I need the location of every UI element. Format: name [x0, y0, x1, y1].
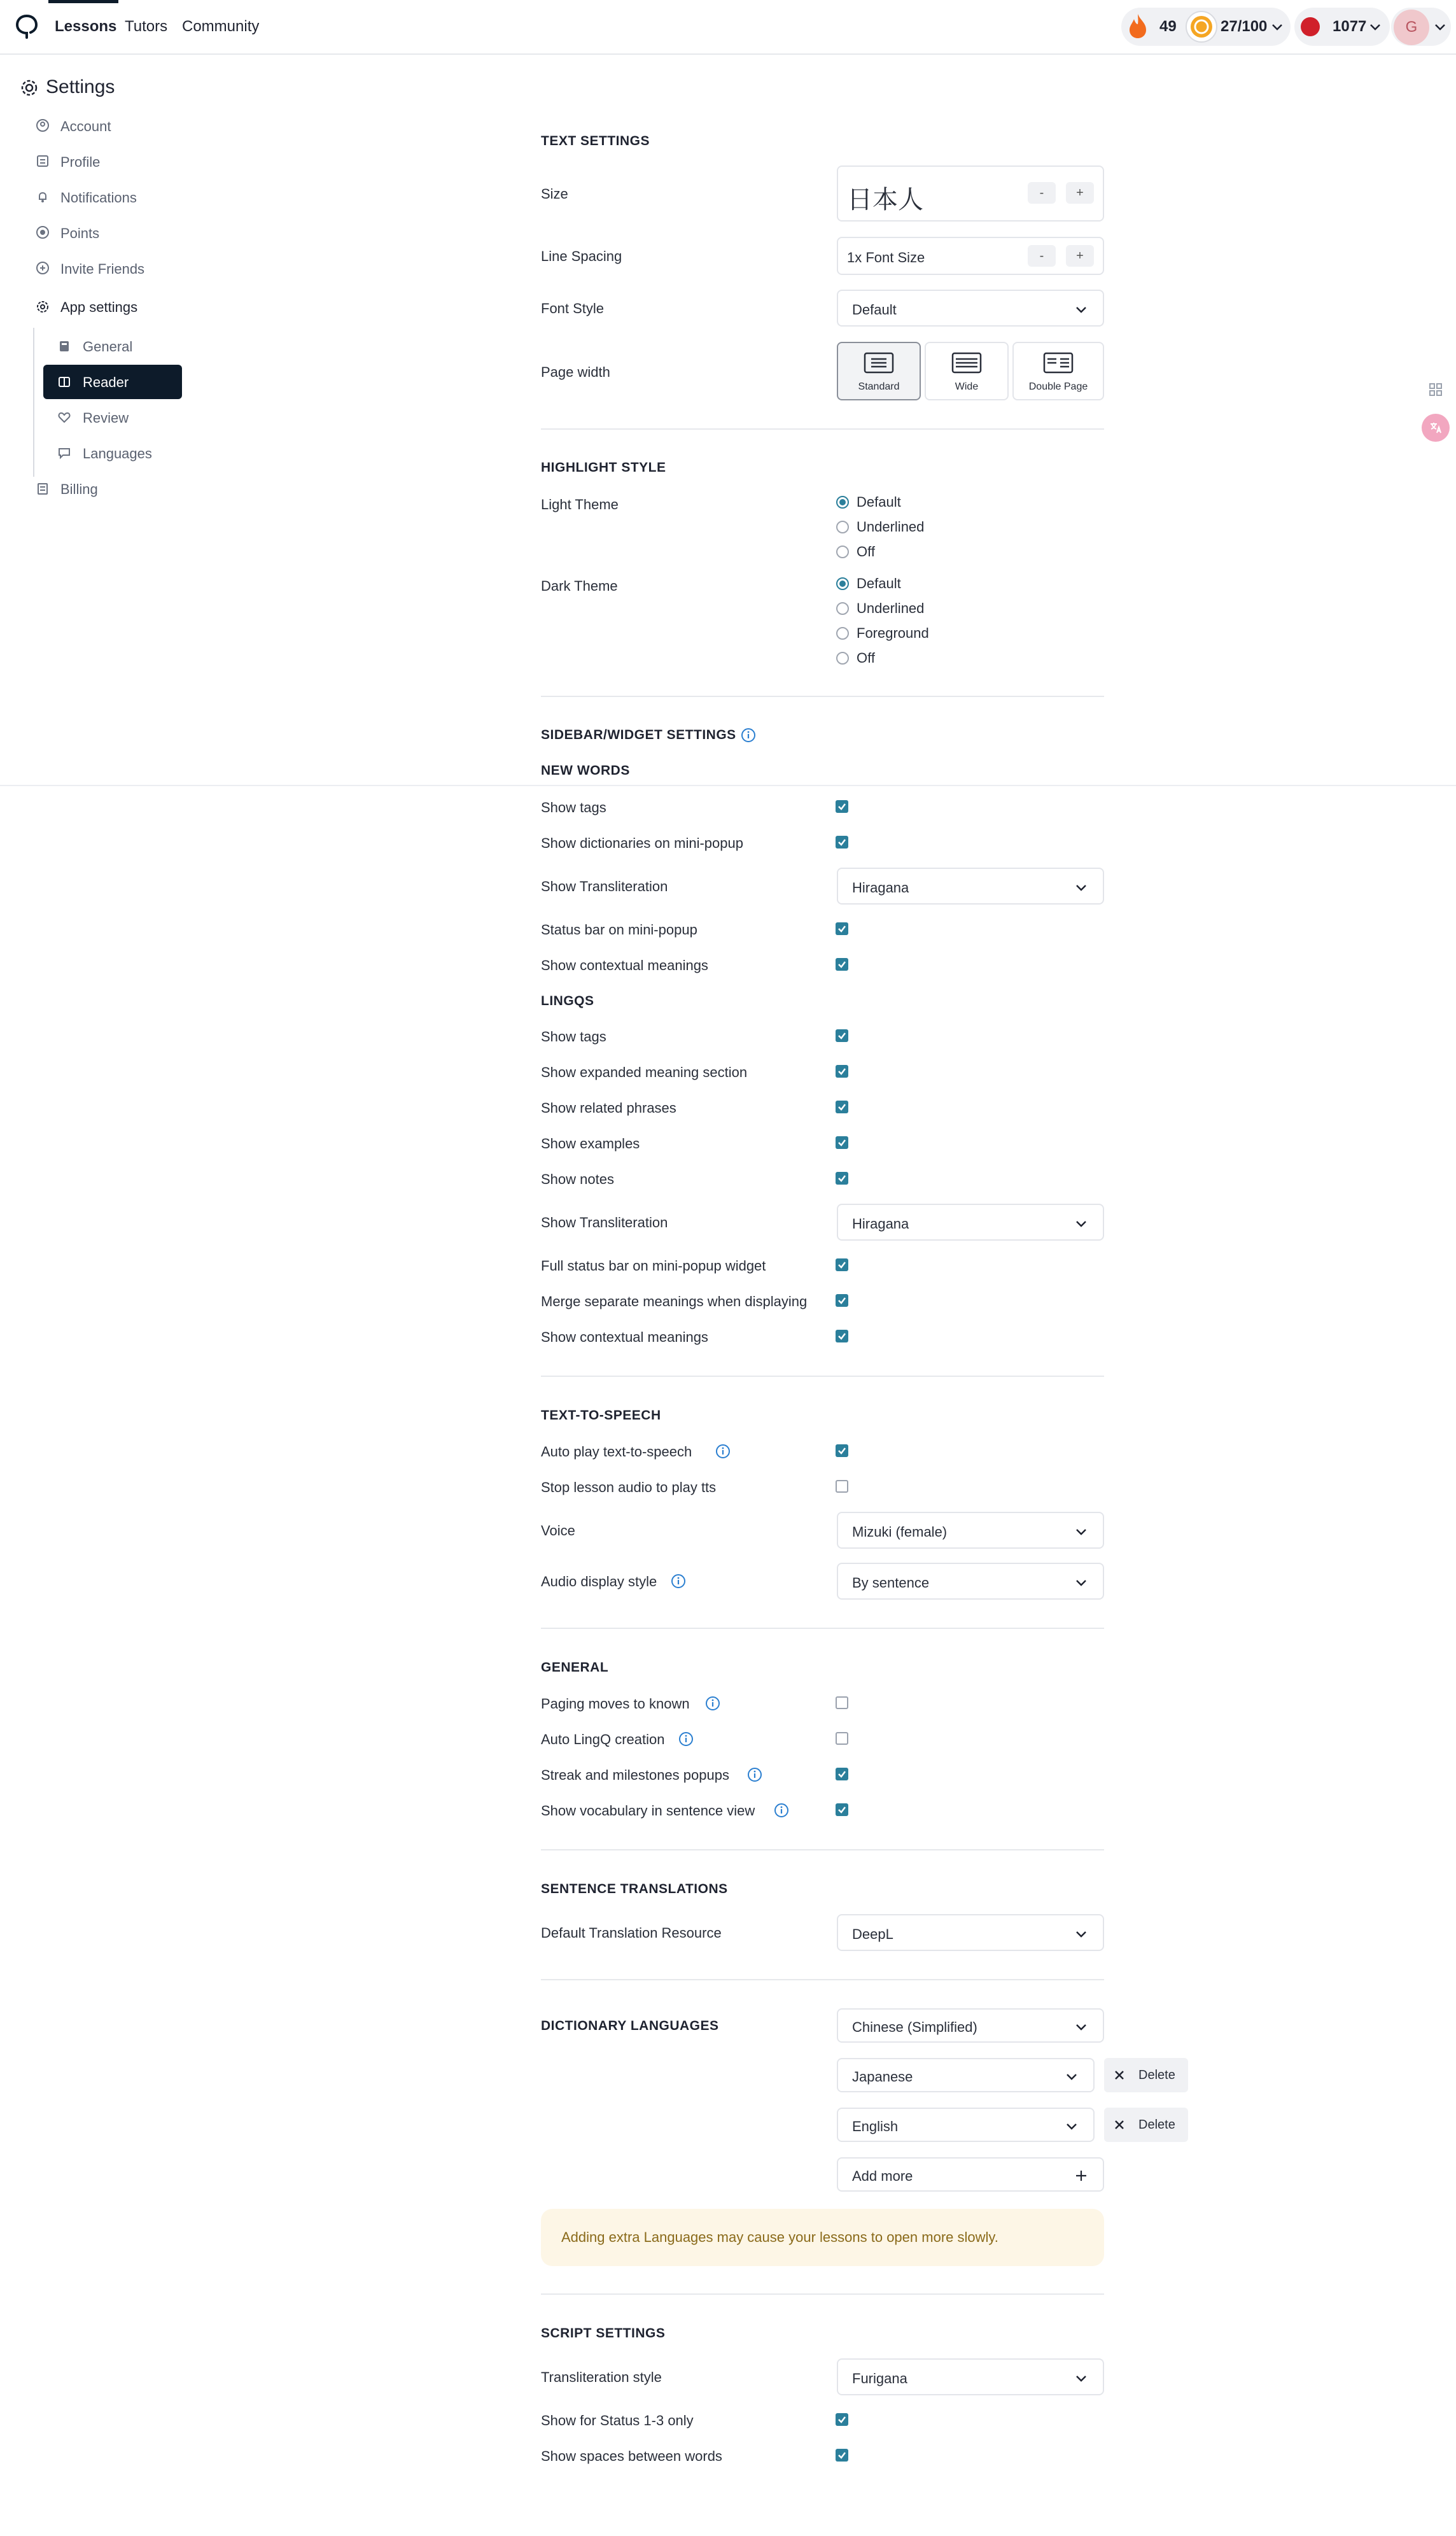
section-title-script-settings: SCRIPT SETTINGS — [541, 2326, 666, 2341]
dark-theme-foreground-radio[interactable] — [836, 627, 849, 640]
info-icon[interactable] — [705, 1696, 720, 1711]
tts-voice-value: Mizuki (female) — [852, 1524, 948, 1540]
sidebar-item-general[interactable]: General — [83, 339, 133, 355]
status-only-label: Show for Status 1-3 only — [541, 2413, 694, 2428]
font-style-select[interactable] — [837, 290, 1104, 327]
section-title-dictionary-languages: DICTIONARY LANGUAGES — [541, 2018, 719, 2033]
check-icon — [837, 959, 847, 969]
settings-gear-icon — [19, 78, 39, 98]
check-icon — [837, 1260, 847, 1270]
check-icon — [837, 837, 847, 847]
sidebar-item-languages[interactable]: Languages — [83, 446, 152, 461]
section-title-sentence-translations: SENTENCE TRANSLATIONS — [541, 1882, 728, 1896]
dictionary-language-3: English — [852, 2118, 899, 2134]
tts-voice-label: Voice — [541, 1523, 575, 1539]
page-width-wide-label: Wide — [955, 381, 979, 392]
dictionary-language-select-2[interactable] — [837, 2058, 1095, 2092]
info-icon[interactable] — [741, 728, 756, 743]
size-control — [837, 166, 1104, 222]
lq-examples-label: Show examples — [541, 1136, 640, 1152]
info-icon[interactable] — [747, 1767, 762, 1782]
nw-status-bar-label: Status bar on mini-popup — [541, 922, 697, 938]
light-theme-default-radio[interactable] — [836, 496, 849, 509]
check-icon — [837, 1331, 847, 1341]
chevron-down-icon[interactable] — [1270, 20, 1284, 34]
dark-theme-label: Dark Theme — [541, 578, 618, 594]
spaces-label: Show spaces between words — [541, 2448, 722, 2464]
subsection-title-new-words: NEW WORDS — [541, 763, 630, 778]
section-divider — [541, 428, 1104, 430]
font-style-value: Default — [852, 302, 897, 318]
sentence-vocab-label: Show vocabulary in sentence view — [541, 1803, 755, 1819]
info-icon[interactable] — [774, 1803, 789, 1818]
check-icon — [837, 1066, 847, 1076]
lq-full-status-label: Full status bar on mini-popup widget — [541, 1258, 766, 1274]
add-more-languages-button[interactable] — [837, 2157, 1104, 2192]
check-icon — [837, 1769, 847, 1779]
lq-expanded-label: Show expanded meaning section — [541, 1064, 748, 1080]
check-icon — [837, 1031, 847, 1041]
close-icon — [1113, 2118, 1126, 2131]
close-icon — [1113, 2069, 1126, 2082]
light-theme-label: Light Theme — [541, 497, 619, 512]
dark-theme-foreground-label: Foreground — [857, 625, 929, 641]
streak-popups-label: Streak and milestones popups — [541, 1767, 729, 1783]
sidebar-title: Settings — [46, 76, 115, 97]
info-icon[interactable] — [715, 1444, 731, 1459]
line-spacing-value: 1x Font Size — [847, 250, 925, 265]
dictionary-warning-banner — [541, 2209, 1104, 2266]
lq-full-status-checkbox[interactable] — [836, 1258, 848, 1271]
tts-display-style-label: Audio display style — [541, 1574, 657, 1589]
dictionary-language-1: Chinese (Simplified) — [852, 2019, 977, 2035]
chevron-down-icon — [1075, 1927, 1088, 1940]
tts-display-style-select[interactable] — [837, 1563, 1104, 1600]
bell-icon — [36, 190, 50, 204]
section-divider — [541, 1849, 1104, 1850]
size-sample-text: 日本人 — [847, 185, 923, 215]
paging-label: Paging moves to known — [541, 1696, 690, 1712]
lq-notes-checkbox[interactable] — [836, 1172, 848, 1185]
grid-icon — [1428, 382, 1443, 397]
dark-theme-off-label: Off — [857, 650, 875, 666]
tts-autoplay-label: Auto play text-to-speech — [541, 1444, 692, 1460]
tts-stop-audio-label: Stop lesson audio to play tts — [541, 1479, 717, 1495]
lq-contextual-label: Show contextual meanings — [541, 1329, 708, 1345]
book-icon — [57, 339, 71, 353]
info-icon[interactable] — [671, 1574, 686, 1589]
chevron-down-icon — [1075, 303, 1088, 316]
sidebar-item-profile[interactable]: Profile — [60, 154, 101, 170]
lq-show-tags-checkbox[interactable] — [836, 1029, 848, 1042]
lq-related-label: Show related phrases — [541, 1100, 676, 1116]
nw-contextual-checkbox[interactable] — [836, 958, 848, 971]
sidebar-item-notifications[interactable]: Notifications — [60, 190, 137, 206]
avatar[interactable]: G — [1394, 10, 1429, 45]
tab-tutors[interactable]: Tutors — [125, 18, 168, 35]
chevron-down-icon — [1065, 2120, 1078, 2132]
sidebar-item-review[interactable]: Review — [83, 410, 129, 426]
streak-count: 49 — [1159, 18, 1177, 35]
receipt-icon — [36, 482, 50, 496]
page-width-double-label: Double Page — [1028, 381, 1088, 392]
page-width-standard-label: Standard — [858, 381, 900, 392]
translation-resource-select[interactable] — [837, 1914, 1104, 1951]
profile-card-icon — [36, 154, 50, 168]
lq-transliteration-label: Show Transliteration — [541, 1215, 668, 1230]
size-increase-button[interactable]: + — [1066, 182, 1094, 204]
tts-autoplay-checkbox[interactable] — [836, 1444, 848, 1457]
subsection-title-lingqs: LINGQS — [541, 994, 594, 1008]
chevron-down-icon — [1075, 2372, 1088, 2385]
check-icon — [837, 2414, 847, 2425]
font-style-label: Font Style — [541, 300, 605, 316]
page-standard-icon — [864, 352, 894, 374]
points-icon — [36, 225, 50, 239]
sidebar-item-billing[interactable]: Billing — [60, 481, 98, 497]
lq-related-checkbox[interactable] — [836, 1101, 848, 1113]
translate-icon — [1428, 420, 1443, 435]
page-double-icon — [1043, 352, 1074, 374]
section-divider — [541, 1979, 1104, 1980]
section-title-sidebar-widget: SIDEBAR/WIDGET SETTINGS — [541, 728, 736, 742]
invite-icon — [36, 261, 50, 275]
chevron-down-icon — [1075, 1217, 1088, 1230]
chevron-down-icon — [1075, 881, 1088, 894]
plus-icon — [1075, 2169, 1088, 2182]
nw-show-dicts-checkbox[interactable] — [836, 836, 848, 849]
check-icon — [837, 1446, 847, 1456]
nw-transliteration-label: Show Transliteration — [541, 878, 668, 894]
delete-label: Delete — [1138, 2118, 1175, 2132]
reader-icon — [57, 375, 71, 389]
info-icon[interactable] — [678, 1731, 694, 1747]
check-icon — [837, 1138, 847, 1148]
line-spacing-control — [837, 237, 1104, 275]
check-icon — [837, 1173, 847, 1183]
dictionary-language-select-1[interactable] — [837, 2008, 1104, 2043]
lq-transliteration-select[interactable] — [837, 1204, 1104, 1241]
nw-transliteration-select[interactable] — [837, 868, 1104, 905]
tts-voice-select[interactable] — [837, 1512, 1104, 1549]
check-icon — [837, 1805, 847, 1815]
daily-goal-coin-icon — [1185, 10, 1218, 43]
nw-show-tags-label: Show tags — [541, 800, 606, 815]
lq-show-tags-label: Show tags — [541, 1029, 606, 1045]
sub-nav-line — [33, 328, 34, 477]
sidebar-item-invite-friends[interactable]: Invite Friends — [60, 261, 145, 277]
page-wide-icon — [951, 352, 982, 374]
tts-display-style-value: By sentence — [852, 1575, 930, 1591]
dictionary-language-select-3[interactable] — [837, 2108, 1095, 2142]
add-more-label: Add more — [852, 2168, 913, 2184]
lq-examples-checkbox[interactable] — [836, 1136, 848, 1149]
delete-language-button[interactable] — [1104, 2108, 1188, 2142]
sidebar-item-account[interactable]: Account — [60, 118, 111, 134]
tab-lessons[interactable]: Lessons — [55, 18, 117, 35]
nw-show-tags-checkbox[interactable] — [836, 800, 848, 813]
section-title-tts: TEXT-TO-SPEECH — [541, 1408, 661, 1423]
nw-contextual-label: Show contextual meanings — [541, 957, 708, 973]
chevron-down-icon — [1065, 2070, 1078, 2083]
user-circle-icon — [36, 118, 50, 132]
auto-lingq-label: Auto LingQ creation — [541, 1731, 665, 1747]
coins-count: 1077 — [1333, 18, 1367, 35]
nw-status-bar-checkbox[interactable] — [836, 922, 848, 935]
lq-transliteration-value: Hiragana — [852, 1216, 909, 1232]
check-icon — [837, 924, 847, 934]
check-icon — [837, 1102, 847, 1112]
section-title-text-settings: TEXT SETTINGS — [541, 134, 650, 148]
sidebar-item-reader[interactable]: Reader — [83, 374, 129, 390]
section-title-highlight-style: HIGHLIGHT STYLE — [541, 460, 666, 475]
chevron-down-icon — [1075, 1525, 1088, 1538]
dictionary-language-2: Japanese — [852, 2069, 913, 2085]
translate-extension-button[interactable] — [1422, 414, 1450, 442]
sidebar-item-app-settings[interactable]: App settings — [60, 299, 138, 315]
light-theme-off-label: Off — [857, 544, 875, 560]
delete-language-button[interactable] — [1104, 2058, 1188, 2092]
light-theme-underlined-label: Underlined — [857, 519, 925, 535]
chat-icon — [57, 446, 71, 460]
lq-notes-label: Show notes — [541, 1171, 614, 1187]
chevron-down-icon — [1075, 1576, 1088, 1589]
chevron-down-icon[interactable] — [1368, 20, 1382, 34]
flame-icon — [1128, 13, 1148, 39]
active-tab-indicator — [48, 0, 118, 3]
check-icon — [837, 1295, 847, 1306]
daily-goal-count: 27/100 — [1221, 18, 1268, 35]
lingq-logo-icon[interactable] — [15, 14, 38, 39]
lq-contextual-checkbox[interactable] — [836, 1330, 848, 1342]
paging-checkbox[interactable] — [836, 1696, 848, 1709]
size-decrease-button[interactable]: - — [1028, 182, 1056, 204]
nw-transliteration-value: Hiragana — [852, 880, 909, 896]
floating-widget-button[interactable] — [1422, 376, 1450, 404]
dark-theme-default-label: Default — [857, 575, 901, 591]
gear-icon — [36, 300, 50, 314]
section-title-general: GENERAL — [541, 1660, 609, 1675]
line-spacing-increase-button[interactable]: + — [1066, 245, 1094, 267]
light-theme-off-radio[interactable] — [836, 546, 849, 558]
dark-theme-default-radio[interactable] — [836, 577, 849, 590]
streak-popups-checkbox[interactable] — [836, 1768, 848, 1780]
lq-expanded-checkbox[interactable] — [836, 1065, 848, 1078]
check-icon — [837, 801, 847, 812]
light-theme-default-label: Default — [857, 494, 901, 510]
transliteration-style-select[interactable] — [837, 2358, 1104, 2395]
tts-stop-audio-checkbox[interactable] — [836, 1480, 848, 1493]
status-only-checkbox[interactable] — [836, 2413, 848, 2426]
sentence-vocab-checkbox[interactable] — [836, 1803, 848, 1816]
top-nav-bar — [0, 0, 1456, 55]
section-divider — [541, 2293, 1104, 2295]
check-icon — [837, 2450, 847, 2460]
page-width-wide-option[interactable] — [925, 342, 1009, 400]
line-spacing-decrease-button[interactable]: - — [1028, 245, 1056, 267]
delete-label: Delete — [1138, 2068, 1175, 2082]
page-width-standard-option[interactable] — [837, 342, 921, 400]
section-divider — [541, 1628, 1104, 1629]
heart-icon — [57, 411, 71, 425]
page-divider — [0, 785, 1456, 786]
translation-resource-value: DeepL — [852, 1926, 893, 1942]
translation-resource-label: Default Translation Resource — [541, 1925, 722, 1941]
spaces-checkbox[interactable] — [836, 2449, 848, 2462]
nw-show-dicts-label: Show dictionaries on mini-popup — [541, 835, 743, 851]
section-divider — [541, 1376, 1104, 1377]
dictionary-warning-text: Adding extra Languages may cause your lessons to open more slowly. — [561, 2229, 998, 2245]
tab-community[interactable]: Community — [182, 18, 260, 35]
lq-merge-checkbox[interactable] — [836, 1294, 848, 1307]
transliteration-style-label: Transliteration style — [541, 2369, 662, 2385]
line-spacing-label: Line Spacing — [541, 248, 622, 264]
section-divider — [541, 696, 1104, 697]
chevron-down-icon — [1075, 2020, 1088, 2033]
transliteration-style-value: Furigana — [852, 2370, 907, 2386]
chevron-down-icon[interactable] — [1433, 20, 1447, 34]
dark-theme-underlined-radio[interactable] — [836, 602, 849, 615]
dark-theme-off-radio[interactable] — [836, 652, 849, 665]
light-theme-underlined-radio[interactable] — [836, 521, 849, 533]
page-width-double-option[interactable] — [1012, 342, 1104, 400]
coins-icon — [1301, 17, 1320, 36]
dark-theme-underlined-label: Underlined — [857, 600, 925, 616]
sidebar-item-points[interactable]: Points — [60, 225, 100, 241]
size-label: Size — [541, 186, 568, 202]
auto-lingq-checkbox[interactable] — [836, 1732, 848, 1745]
page-width-label: Page width — [541, 364, 610, 380]
lq-merge-label: Merge separate meanings when displaying — [541, 1293, 808, 1309]
